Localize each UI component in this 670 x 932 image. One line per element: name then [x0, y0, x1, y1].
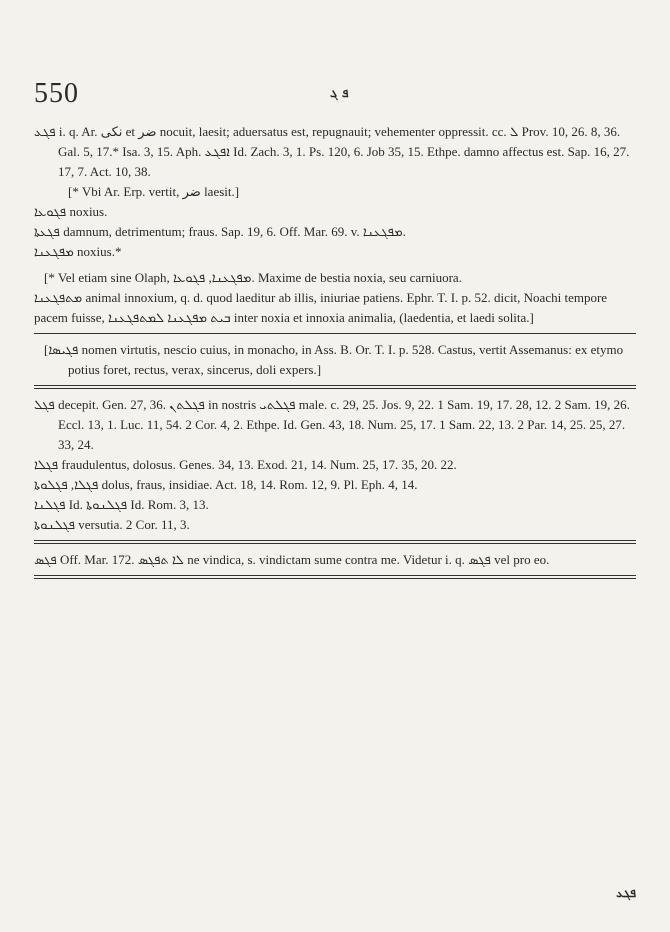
page-header [34, 78, 636, 114]
entry-versutia: ܦܓܠܢܘܬܐ versutia. 2 Cor. 11, 3. [34, 517, 190, 532]
page-number: 550 [34, 78, 79, 109]
entry-damnum: ܦܓܥܬܐ damnum, detrimentum; fraus. Sap. 19, 6. Off. Mar. 69. v. ܡܦܓܥܢܐ. [34, 224, 406, 239]
section-divider [34, 540, 636, 544]
entry-decepit: ܦܓܠ decepit. Gen. 27, 36. ܦܓܠܬܢ in nostris ܦܓܠܬܝ male. c. 29, 25. Jos. 9, 22. 1 Sam. 19, 17. 28, 12. 2 Sam. 19, 26. Eccl. 13, 1. Luc. 11, 54. 2 Cor. 4, 2. Ethpe. Id. Gen. 43, 18. Num. 25, 17. 1 Sam. 22, 13. 2 Par. 14, 25. 25, 27. 33, 24. [34, 397, 630, 452]
catchword: ܦܓܥ [616, 886, 636, 900]
entry-noxius-star: ܡܦܓܥܢܐ noxius.* [34, 244, 122, 259]
section-divider [34, 385, 636, 389]
entry-id: ܦܓܠܢܐ Id. ܦܓܠܢܘܬܐ Id. Rom. 3, 13. [34, 497, 209, 512]
entry-pga-verb: ܦܓܥ i. q. Ar. نكى et ضر nocuit, laesit; aduersatus est, repugnauit; vehementer oppressit. cc. ܠ Prov. 10, 26. 8, 36. Gal. 5, 17.* Isa. 3, 15. Aph. ܐܦܓܥ Id. Zach. 3, 1. Ps. 120, 6. Job 35, 15. Ethpe. damno affectus est. Sap. 16, 27. 17, 7. Act. 10, 38. [34, 124, 630, 179]
entry-dolus: ܦܓܠܐ, ܦܓܠܘܬܐ dolus, fraus, insidiae. Act. 18, 14. Rom. 12, 9. Pl. Eph. 4, 14. [34, 477, 418, 492]
running-head: ܦ ܓ [330, 86, 349, 100]
entry-fraudulentus: ܦܓܠܐ fraudulentus, dolosus. Genes. 34, 13. Exod. 21, 14. Num. 25, 17. 35, 20. 22. [34, 457, 457, 472]
entry-note-olaph: [* Vel etiam sine Olaph, ܡܦܓܥܢܐ, ܦܓܘܥܐ. Maxime de bestia noxia, seu carniuora. [44, 270, 462, 285]
page-body [34, 122, 636, 585]
entry-nomen-virtutis: [ܦܓܝܣܐ nomen virtutis, nescio cuius, in monacho, in Ass. B. Or. T. I. p. 528. Castus, vertit Assemanus: ex etymo potius foret, rectus, verax, sincerus, doli expers.] [44, 342, 624, 377]
entry-noxius: ܦܓܘܥܐ noxius. [34, 204, 108, 219]
bottom-rule [34, 575, 636, 579]
entry-note-erp: [* Vbi Ar. Erp. vertit, ضر laesit.] [68, 184, 240, 199]
entry-animal-innoxium: ܡܬܦܓܥܢܐ animal innoxium, q. d. quod laeditur ab illis, iniuriae patiens. Ephr. T. I. p. 52. dicit, Noachi tempore pacem fuisse, ܒܝܬ ܡܦܓܥܢܐ ܠܡܬܦܓܥܢܐ inter noxia et innoxia animalia, (laedentia, et laedi solita.] [34, 290, 608, 325]
entry-ne-vindica: ܦܓܣ Off. Mar. 172. ܠܐ ܬܦܓܣ ne vindica, s. vindictam sume contra me. Videtur i. q. ܦܓܣ vel pro eo. [34, 552, 550, 567]
section-divider [34, 333, 636, 334]
